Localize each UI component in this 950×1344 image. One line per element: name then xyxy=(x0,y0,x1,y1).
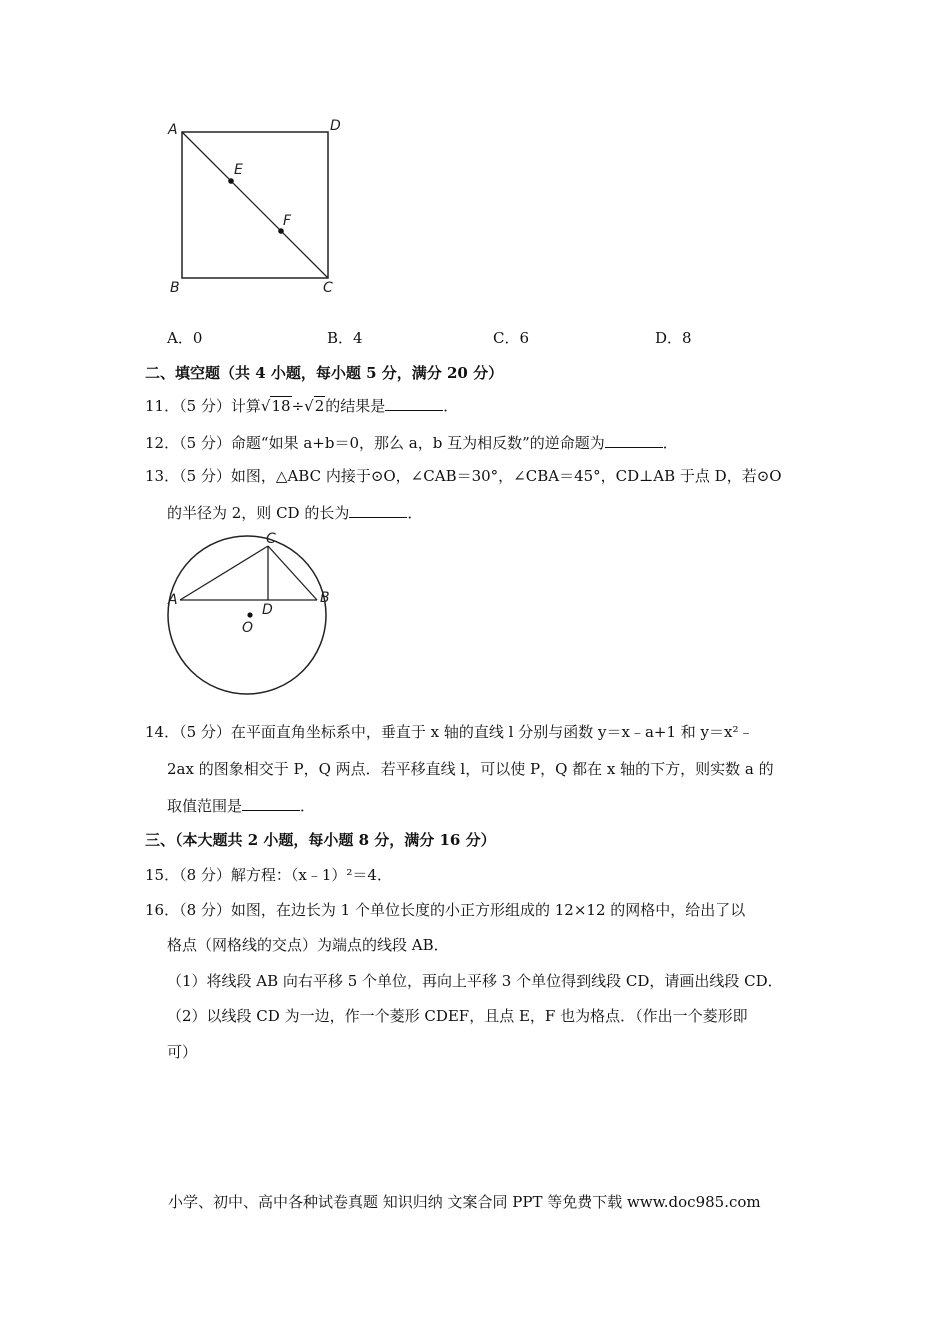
square-figure xyxy=(160,110,360,300)
question-12: 12．（5 分）命题“如果 a+b＝0，那么 a，b 互为相反数”的逆命题为 ． xyxy=(145,434,678,452)
label-a: A xyxy=(168,592,178,608)
question-11: 11．（5 分）计算√18÷√2的结果是 ． xyxy=(145,397,459,415)
question-16-line1: 16．（8 分）如图，在边长为 1 个单位长度的小正方形组成的 12×12 的网格中，给出了以 xyxy=(145,901,746,919)
label-b: B xyxy=(170,280,180,296)
label-c: C xyxy=(266,532,276,547)
label-c: C xyxy=(323,280,333,296)
answer-blank-12 xyxy=(605,433,663,448)
choice-d: D．8 xyxy=(655,329,692,347)
label-d: D xyxy=(330,118,341,134)
section2-heading: 二、填空题（共 4 小题，每小题 5 分，满分 20 分） xyxy=(145,364,504,382)
circle-o xyxy=(168,536,326,694)
label-e: E xyxy=(234,162,243,178)
choice-c: C．6 xyxy=(493,329,530,347)
question-14-line1: 14．（5 分）在平面直角坐标系中，垂直于 x 轴的直线 l 分别与函数 y＝x﹣a+1 和 y＝x²﹣ xyxy=(145,723,754,741)
point-e-dot xyxy=(228,178,234,184)
label-o: O xyxy=(242,620,254,636)
question-16-sub2-cont: 可） xyxy=(167,1043,198,1061)
question-15: 15．（8 分）解方程：（x﹣1）²＝4． xyxy=(145,866,392,884)
answer-blank-13 xyxy=(349,503,407,518)
choice-b: B．4 xyxy=(327,329,363,347)
circle-figure xyxy=(160,532,350,707)
point-f-dot xyxy=(278,228,284,234)
segment-bc xyxy=(268,546,317,600)
question-14-line3: 取值范围是 ． xyxy=(167,797,316,815)
segment-ac xyxy=(180,546,268,600)
label-f: F xyxy=(283,213,292,229)
question-16-line2: 格点（网格线的交点）为端点的线段 AB． xyxy=(167,936,449,954)
answer-blank-11 xyxy=(385,396,443,411)
question-13-line2: 的半径为 2，则 CD 的长为 ． xyxy=(167,504,423,522)
label-a: A xyxy=(168,122,178,138)
section3-heading: 三、（本大题共 2 小题，每小题 8 分，满分 16 分） xyxy=(145,831,496,849)
label-d: D xyxy=(262,602,273,618)
question-16-sub2: （2）以线段 CD 为一边，作一个菱形 CDEF，且点 E，F 也为格点．（作出一个菱形即 xyxy=(167,1007,748,1025)
answer-blank-14 xyxy=(242,796,300,811)
choice-a: A．0 xyxy=(167,329,203,347)
question-16-sub1: （1）将线段 AB 向右平移 5 个单位，再向上平移 3 个单位得到线段 CD，请画出线段 CD． xyxy=(167,972,783,990)
page-footer: 小学、初中、高中各种试卷真题 知识归纳 文案合同 PPT 等免费下载 www.doc985.com xyxy=(168,1193,761,1211)
question-13-line1: 13．（5 分）如图，△ABC 内接于⊙O，∠CAB＝30°，∠CBA＝45°，CD⊥AB 于点 D，若⊙O xyxy=(145,467,782,485)
center-o-dot xyxy=(247,612,252,617)
label-b: B xyxy=(320,590,330,606)
diagonal-ac xyxy=(182,132,328,278)
question-14-line2: 2ax 的图象相交于 P，Q 两点．若平移直线 l，可以使 P，Q 都在 x 轴的下方，则实数 a 的 xyxy=(167,760,774,778)
